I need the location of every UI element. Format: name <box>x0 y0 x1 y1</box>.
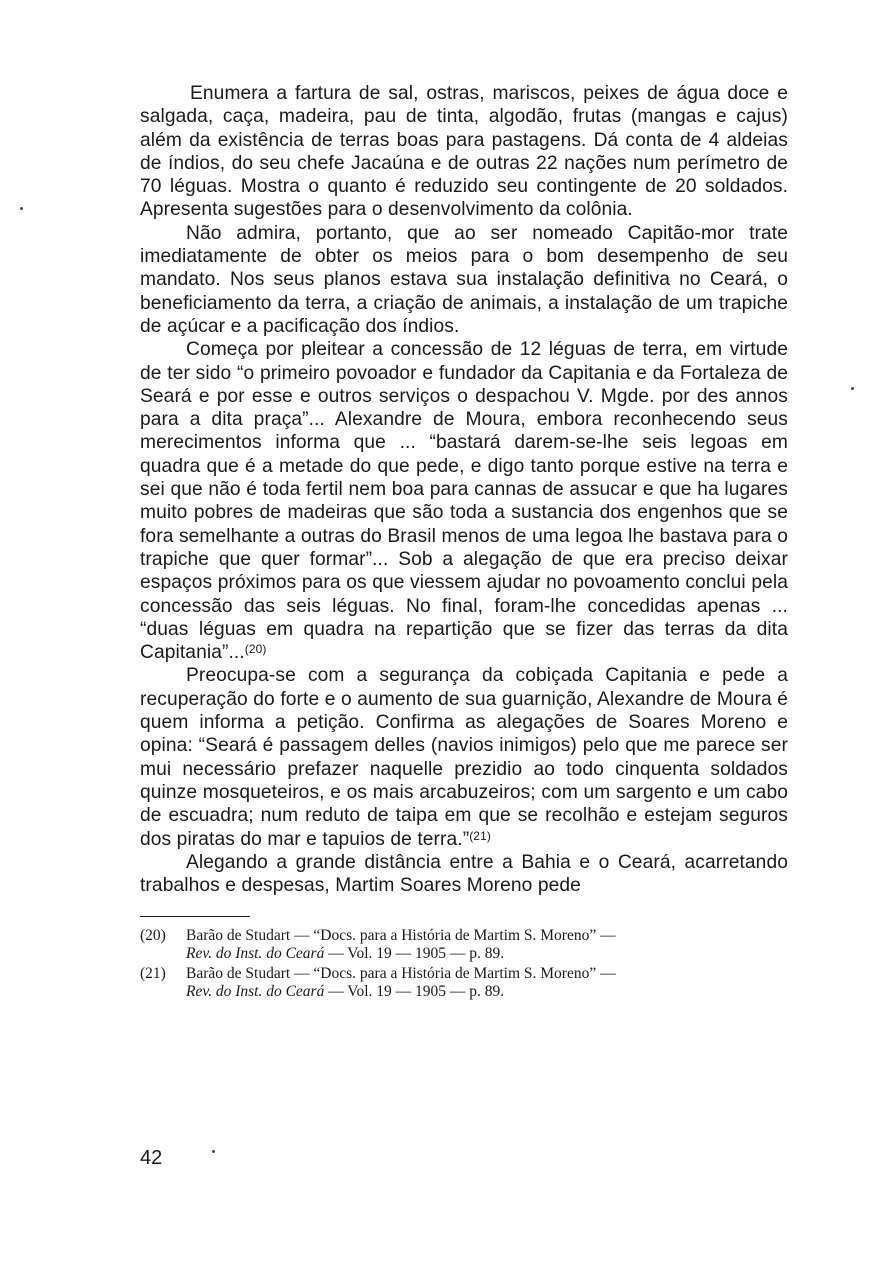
footnote-source: Rev. do Inst. do Ceará <box>186 982 325 1000</box>
paragraph-4-text: Preocupa-se com a segurança da cobiçada Capitania e pede a recuperação do forte e o aumento de sua guarnição, Alexandre de Moura é quem informa a petição. Confirma as alegações de Soares Moreno e opina: “Seará é passagem delles (navios inimigos) pelo que me parece ser mui necessário prefazer naquelle prezidio ao todo cinquenta soldados quinze mosqueteiros, e os mais arcabuzeiros; com um sargento e um cabo de escuadra; num reduto de taipa em que se recolhão e estejam seguros dos piratas do mar e tapuios de terra.” <box>140 665 788 850</box>
paragraph-2 <box>140 222 788 338</box>
footnote-citation: Barão de Studart — “Docs. para a História de Martim S. Moreno” — <box>186 927 616 945</box>
paragraph-1 <box>140 82 788 222</box>
footnote-details: — Vol. 19 — 1905 — p. 89. <box>324 944 505 962</box>
footnote-details: — Vol. 19 — 1905 — p. 89. <box>324 982 505 1000</box>
paragraph-1-text: Enumera a fartura de sal, ostras, mariscos, peixes de água doce e salgada, caça, madeira, pau de tinta, algodão, frutas (mangas e cajus) além da existência de terras boas para pastagens. Dá conta de 4 aldeias de índios, do seu chefe Jacaúna e de outras 22 nações num perímetro de 70 léguas. Mostra o quanto é reduzido seu contingente de 20 soldados. Apresenta sugestões para o desenvolvimento da colônia. <box>140 83 788 221</box>
paragraph-3 <box>140 338 788 664</box>
footnote-20 <box>140 927 788 962</box>
footnote-text <box>186 927 788 962</box>
footnote-ref-21[interactable]: (21) <box>469 828 491 843</box>
scan-speck <box>212 1150 215 1153</box>
footnote-21 <box>140 965 788 1000</box>
footnote-citation: Barão de Studart — “Docs. para a História de Martim S. Moreno” — <box>186 965 616 983</box>
document-page <box>140 82 788 1003</box>
paragraph-4 <box>140 664 788 850</box>
paragraph-2-text: Não admira, portanto, que ao ser nomeado Capitão-mor trate imediatamente de obter os meios para o bom desempenho de seu mandato. Nos seus planos estava sua instalação definitiva no Ceará, o beneficiamento da terra, a criação de animais, a instalação de um trapiche de açúcar e a pacificação dos índios. <box>140 222 788 337</box>
paragraph-3-text: Começa por pleitear a concessão de 12 léguas de terra, em virtude de ter sido “o primeiro povoador e fundador da Capitania e da Fortaleza de Seará e por esse e outros serviços o despachou V. Mgde. por des annos para a dita praça”... Alexandre de Moura, embora reconhecendo seus merecimentos informa que ... “bastará darem-se-lhe seis legoas em quadra que é a metade do que pede, e digo tanto porque estive na terra e sei que não é toda fertil nem boa para cannas de assucar e que ha lugares muito pobres de madeiras que são toda a sustancia dos engenhos que se fora semelhante a outras do Brasil menos de uma legoa lhe bastava para o trapiche que quer formar”... Sob a alegação de que era preciso deixar espaços próximos para os que viessem ajudar no povoamento conclui pela concessão das seis léguas. No final, foram-lhe concedidas apenas ... “duas léguas em quadra na repartição que se fizer das terras da dita Capitania”... <box>140 339 788 664</box>
footnote-number: (21) <box>140 965 166 983</box>
body-text <box>140 82 788 897</box>
footnotes <box>140 927 788 1000</box>
page-number: 42 <box>140 1147 163 1169</box>
scan-speck <box>20 207 23 210</box>
paragraph-5 <box>140 851 788 898</box>
footnote-text <box>186 965 788 1000</box>
paragraph-5-text: Alegando a grande distância entre a Bahia e o Ceará, acarretando trabalhos e despesas, Martim Soares Moreno pede <box>140 851 788 897</box>
footnote-number: (20) <box>140 927 166 945</box>
scan-speck <box>851 387 854 390</box>
footnote-ref-20[interactable]: (20) <box>244 642 267 657</box>
footnote-divider <box>140 916 250 917</box>
footnote-source: Rev. do Inst. do Ceará <box>186 944 325 962</box>
